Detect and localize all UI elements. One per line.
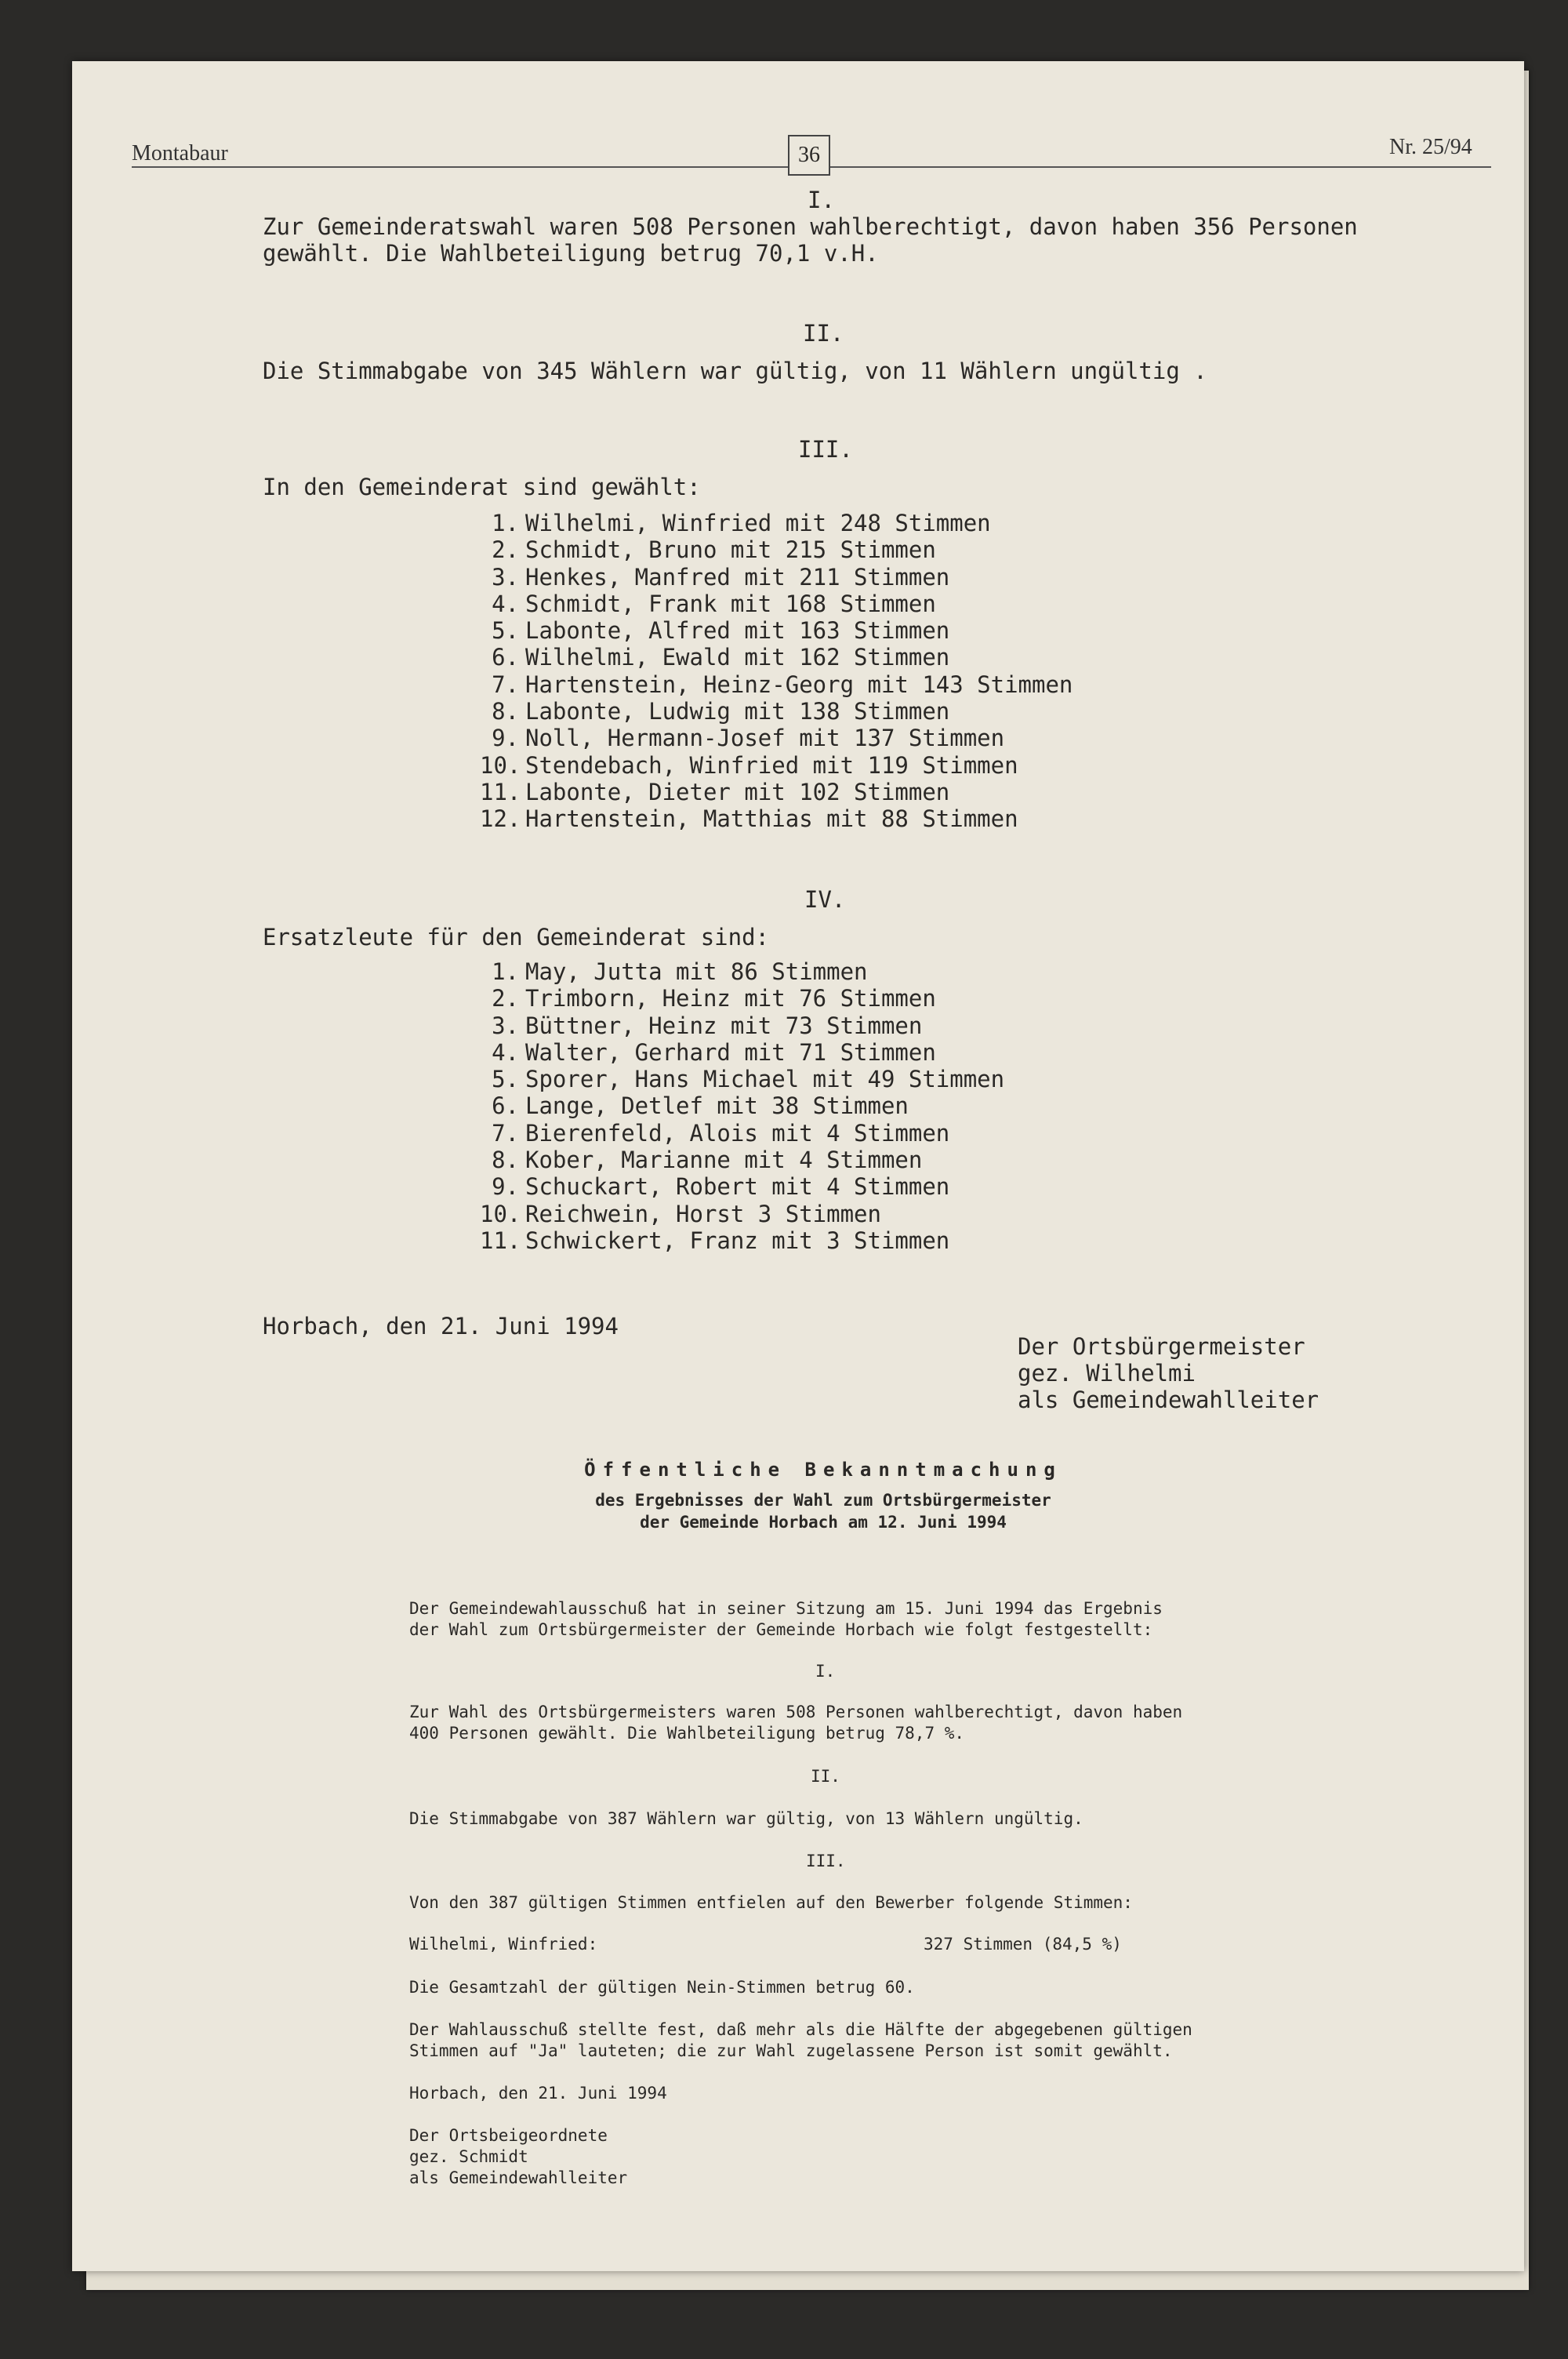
council-list [480, 510, 1073, 833]
p2-signature-name: gez. Schmidt [409, 2147, 528, 2166]
list-item: 3. Büttner, Heinz mit 73 Stimmen [492, 1012, 923, 1039]
candidate-name: Wilhelmi, Winfried: [409, 1935, 598, 1954]
list-item: 5. Sporer, Hans Michael mit 49 Stimmen [492, 1066, 1005, 1093]
substitutes-list [480, 958, 1004, 1254]
list-item: 6. Lange, Detlef mit 38 Stimmen [492, 1092, 909, 1120]
p2-section-2-number: II. [811, 1767, 840, 1786]
p2-place-date: Horbach, den 21. Juni 1994 [409, 2084, 667, 2103]
list-item: 6. Wilhelmi, Ewald mit 162 Stimmen [492, 644, 950, 671]
list-item: 10. Reichwein, Horst 3 Stimmen [480, 1200, 881, 1227]
place-date: Horbach, den 21. Juni 1994 [263, 1313, 619, 1339]
list-item: 10. Stendebach, Winfried mit 119 Stimmen [480, 751, 1018, 779]
p2-section-1-number: I. [815, 1662, 836, 1681]
intro-line-2: der Wahl zum Ortsbürgermeister der Gemeinde Horbach wie folgt festgestellt: [409, 1620, 1153, 1639]
list-item: 7. Bierenfeld, Alois mit 4 Stimmen [492, 1119, 950, 1147]
header-issue: Nr. 25/94 [1389, 135, 1472, 159]
list-item: 2. Trimborn, Heinz mit 76 Stimmen [492, 985, 936, 1012]
p2-signature-title: Der Ortsbeigeordnete [409, 2126, 608, 2145]
signature-role: als Gemeindewahlleiter [1018, 1387, 1319, 1413]
candidate-votes: 327 Stimmen (84,5 %) [924, 1935, 1122, 1954]
list-item: 1. Wilhelmi, Winfried mit 248 Stimmen [492, 510, 991, 536]
intro-line-1: Der Gemeindewahlausschuß hat in seiner Sitzung am 15. Juni 1994 das Ergebnis [409, 1599, 1163, 1618]
p2-turnout-line-2: 400 Personen gewählt. Die Wahlbeteiligung betrug 78,7 %. [409, 1724, 965, 1743]
turnout-line-1: Zur Gemeinderatswahl waren 508 Personen wahlberechtigt, davon haben 356 Personen [263, 213, 1358, 240]
list-item: 12. Hartenstein, Matthias mit 88 Stimmen [480, 805, 1018, 833]
notice-subtitle-2: der Gemeinde Horbach am 12. Juni 1994 [640, 1513, 1007, 1532]
notice-subtitle-1: des Ergebnisses der Wahl zum Ortsbürgermeister [595, 1491, 1051, 1510]
p2-signature-role: als Gemeindewahlleiter [409, 2168, 628, 2187]
signature-name: gez. Wilhelmi [1018, 1360, 1196, 1387]
finding-line-2: Stimmen auf "Ja" lauteten; die zur Wahl zugelassene Person ist somit gewählt. [409, 2041, 1173, 2060]
list-item: 4. Schmidt, Frank mit 168 Stimmen [492, 590, 936, 617]
council-intro: In den Gemeinderat sind gewählt: [263, 474, 701, 500]
list-item: 9. Noll, Hermann-Josef mit 137 Stimmen [492, 725, 1005, 752]
turnout-line-2: gewählt. Die Wahlbeteiligung betrug 70,1 v.H. [263, 240, 879, 267]
p2-votes-intro: Von den 387 gültigen Stimmen entfielen auf den Bewerber folgende Stimmen: [409, 1893, 1133, 1912]
p2-section-3-number: III. [806, 1852, 846, 1870]
list-item: 3. Henkes, Manfred mit 211 Stimmen [492, 563, 950, 591]
section-2-number: II. [803, 320, 844, 347]
p2-turnout-line-1: Zur Wahl des Ortsbürgermeisters waren 508 Personen wahlberechtigt, davon haben [409, 1703, 1183, 1721]
substitutes-intro: Ersatzleute für den Gemeinderat sind: [263, 924, 770, 951]
list-item: 5. Labonte, Alfred mit 163 Stimmen [492, 617, 950, 645]
list-item: 2. Schmidt, Bruno mit 215 Stimmen [492, 536, 936, 564]
notice-title: Öffentliche Bekanntmachung [584, 1459, 1062, 1481]
list-item: 11. Schwickert, Franz mit 3 Stimmen [480, 1227, 950, 1254]
page-number: 36 [788, 135, 830, 176]
p2-valid-votes-text: Die Stimmabgabe von 387 Wählern war gültig, von 13 Wählern ungültig. [409, 1809, 1083, 1828]
list-item: 1. May, Jutta mit 86 Stimmen [492, 958, 868, 985]
section-4-number: IV. [804, 886, 846, 913]
list-item: 7. Hartenstein, Heinz-Georg mit 143 Stimmen [492, 671, 1073, 698]
section-1-number: I. [808, 187, 835, 213]
list-item: 8. Kober, Marianne mit 4 Stimmen [492, 1147, 923, 1174]
section-3-number: III. [798, 436, 853, 463]
header-place: Montabaur [132, 141, 228, 165]
list-item: 9. Schuckart, Robert mit 4 Stimmen [492, 1173, 950, 1201]
signature-title: Der Ortsbürgermeister [1018, 1333, 1305, 1360]
list-item: 4. Walter, Gerhard mit 71 Stimmen [492, 1038, 936, 1066]
finding-line-1: Der Wahlausschuß stellte fest, daß mehr als die Hälfte der abgegebenen gültigen [409, 2020, 1192, 2039]
nein-votes-text: Die Gesamtzahl der gültigen Nein-Stimmen betrug 60. [409, 1978, 915, 1997]
list-item: 11. Labonte, Dieter mit 102 Stimmen [480, 778, 950, 805]
list-item: 8. Labonte, Ludwig mit 138 Stimmen [492, 698, 950, 725]
valid-votes-text: Die Stimmabgabe von 345 Wählern war gültig, von 11 Wählern ungültig . [263, 358, 1207, 384]
